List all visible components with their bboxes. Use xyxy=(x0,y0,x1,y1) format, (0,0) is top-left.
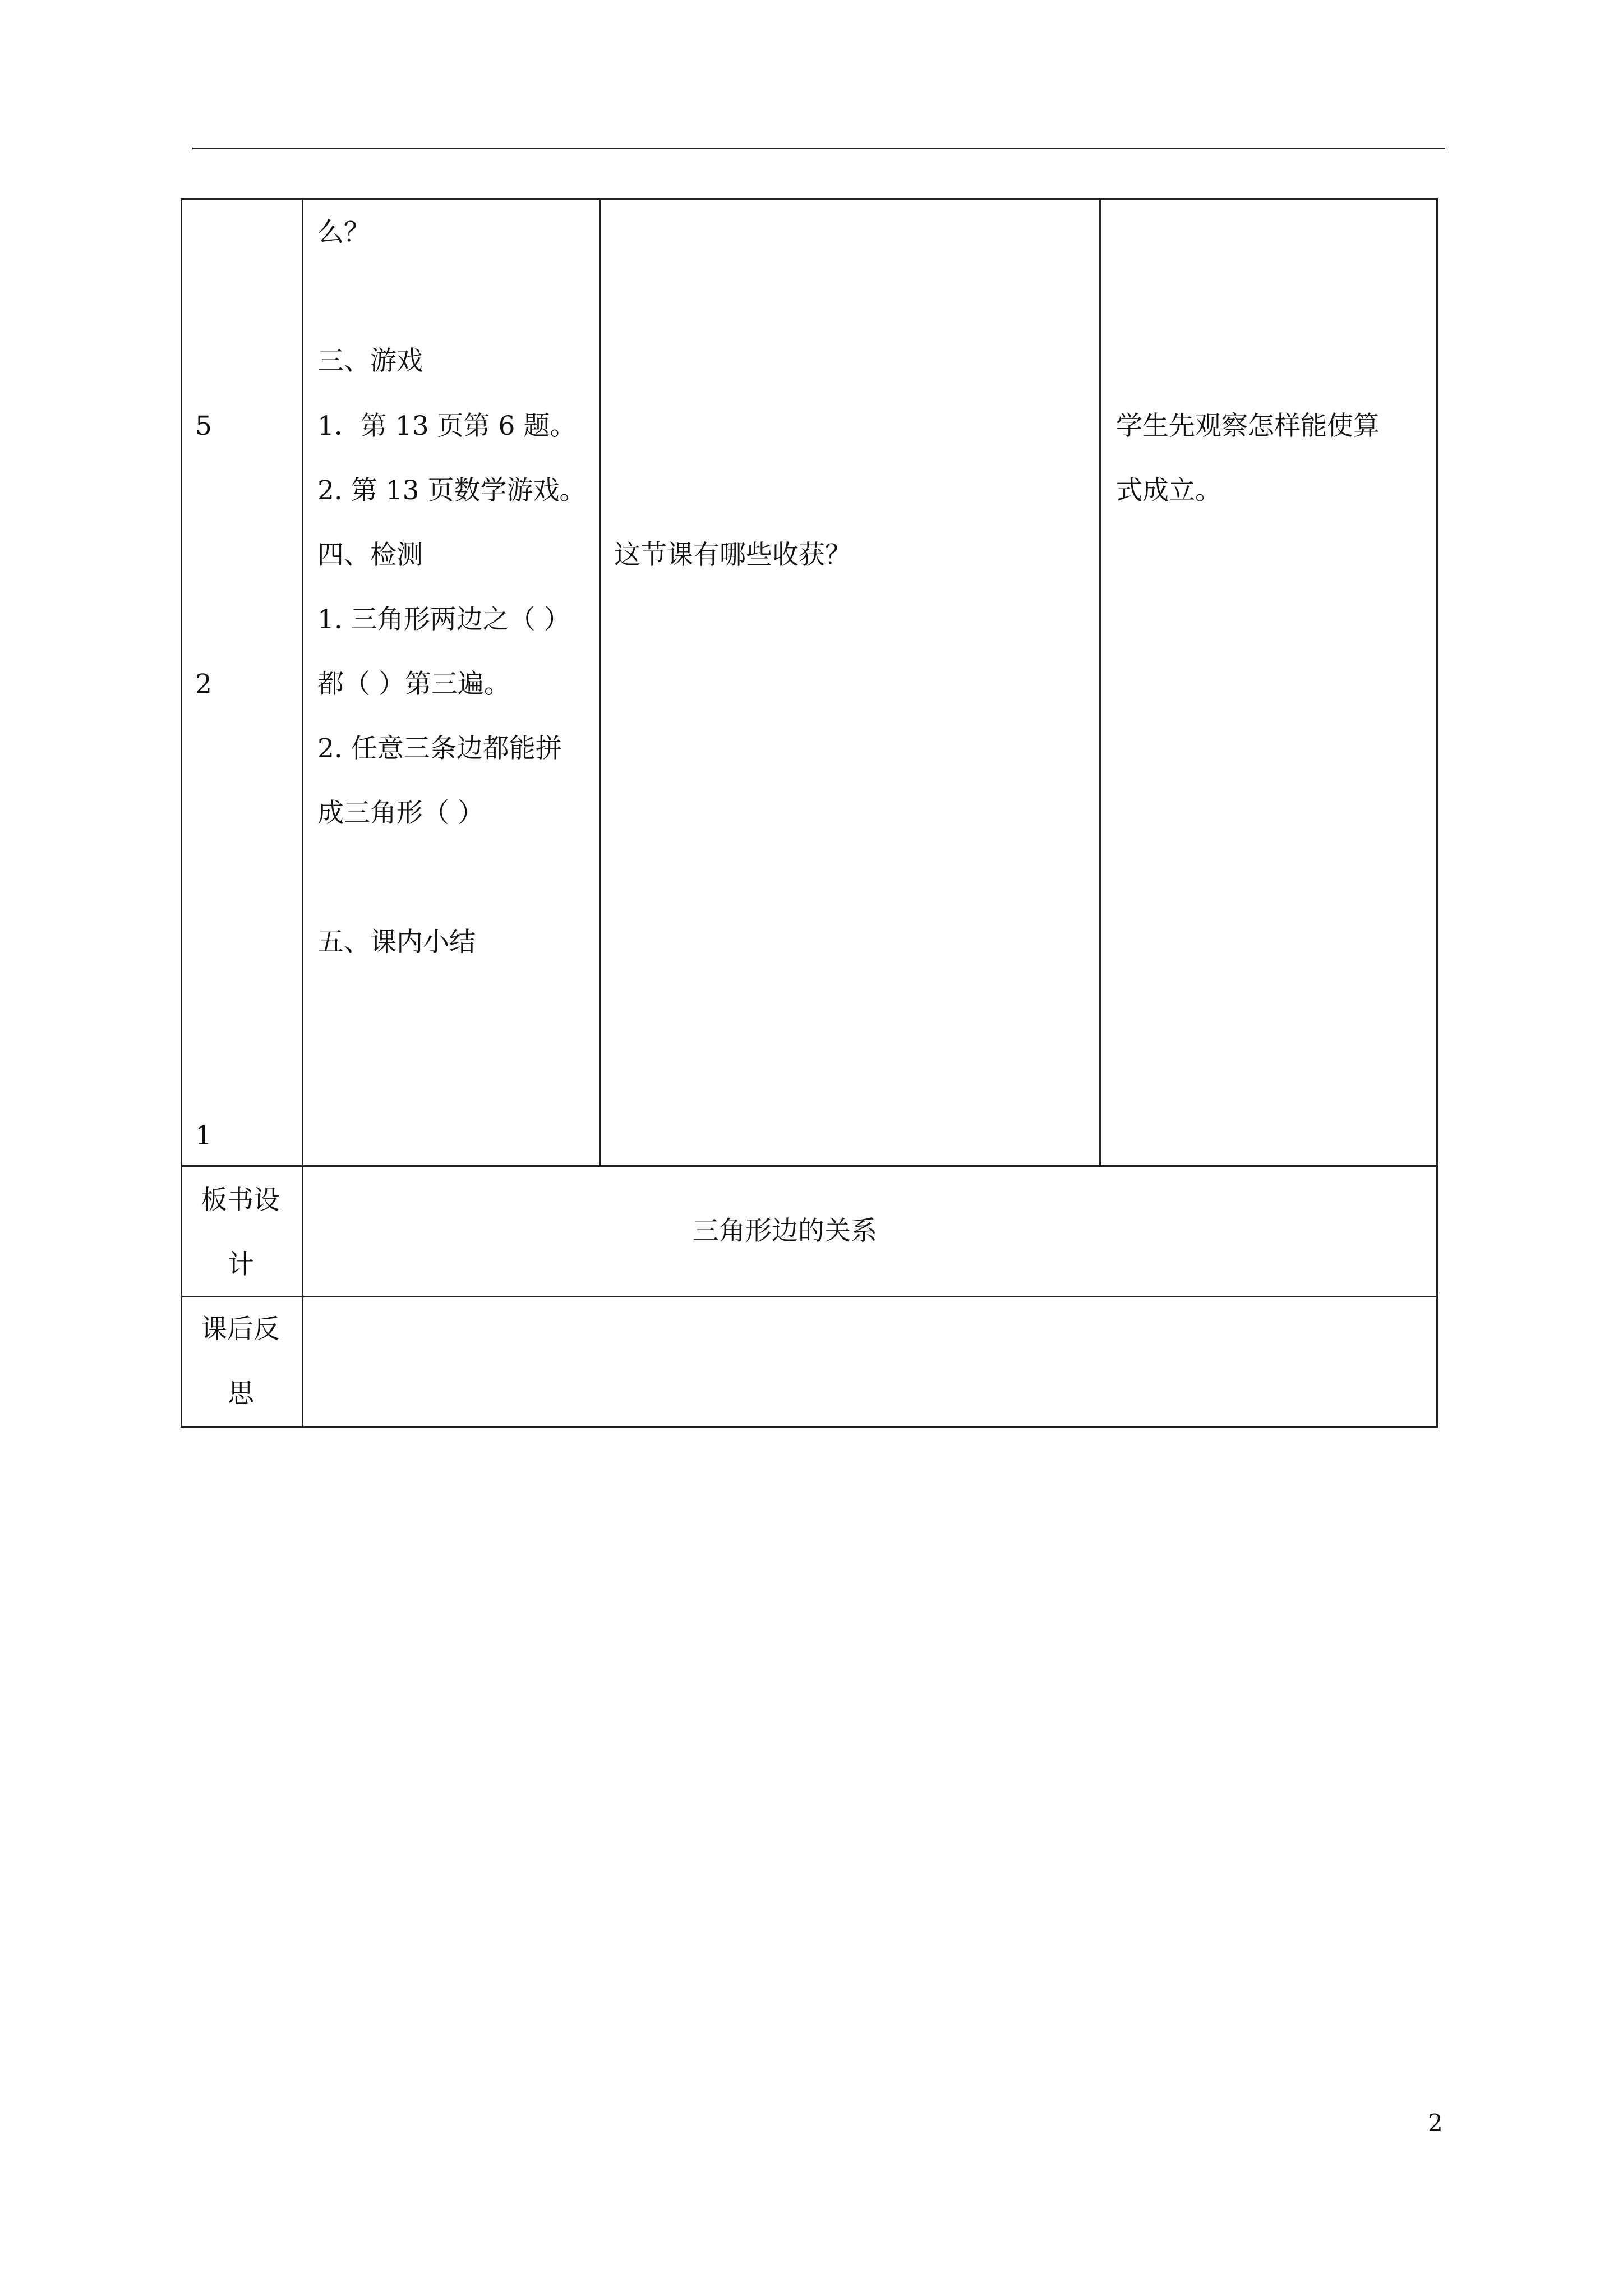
activity-heading-game: 三、游戏 xyxy=(317,346,423,376)
table-col-divider-1 xyxy=(302,198,303,1428)
activity-line: 2. 第 13 页数学游戏。 xyxy=(317,475,586,506)
activity-line: 1．第 13 页第 6 题。 xyxy=(317,411,577,441)
activity-line: 都（ ）第三遍。 xyxy=(317,669,510,700)
table-border-right xyxy=(1436,198,1438,1428)
table-col-divider-2 xyxy=(599,198,601,1167)
table-border-left xyxy=(181,198,182,1428)
table-row-divider-reflection xyxy=(181,1296,1438,1297)
activity-line: 么？ xyxy=(317,217,370,248)
activity-line: 1. 三角形两边之（ ） xyxy=(317,604,570,635)
design-intent-line: 式成立。 xyxy=(1116,475,1221,506)
activity-line: 成三角形（ ） xyxy=(317,798,484,829)
table-col-divider-3 xyxy=(1099,198,1101,1167)
table-border-top xyxy=(181,198,1438,200)
design-intent-line: 学生先观察怎样能使算 xyxy=(1116,411,1380,441)
reflection-label: 课后反 xyxy=(201,1314,280,1345)
student-activity-text: 这节课有哪些收获？ xyxy=(614,540,851,570)
reflection-label: 思 xyxy=(228,1378,254,1409)
activity-heading-summary: 五、课内小结 xyxy=(317,927,476,958)
activity-heading-test: 四、检测 xyxy=(317,540,423,570)
table-row-divider-board xyxy=(181,1165,1438,1167)
time-value: 1 xyxy=(195,1120,212,1151)
header-rule xyxy=(192,148,1445,149)
board-design-label: 板书设 xyxy=(201,1185,280,1216)
time-value: 2 xyxy=(195,669,212,700)
board-design-label: 计 xyxy=(228,1249,254,1280)
board-design-content: 三角形边的关系 xyxy=(693,1216,877,1246)
table-border-bottom xyxy=(181,1426,1438,1428)
time-value: 5 xyxy=(195,411,212,441)
activity-line: 2. 任意三条边都能拼 xyxy=(317,733,562,764)
page-number: 2 xyxy=(1428,2109,1443,2137)
